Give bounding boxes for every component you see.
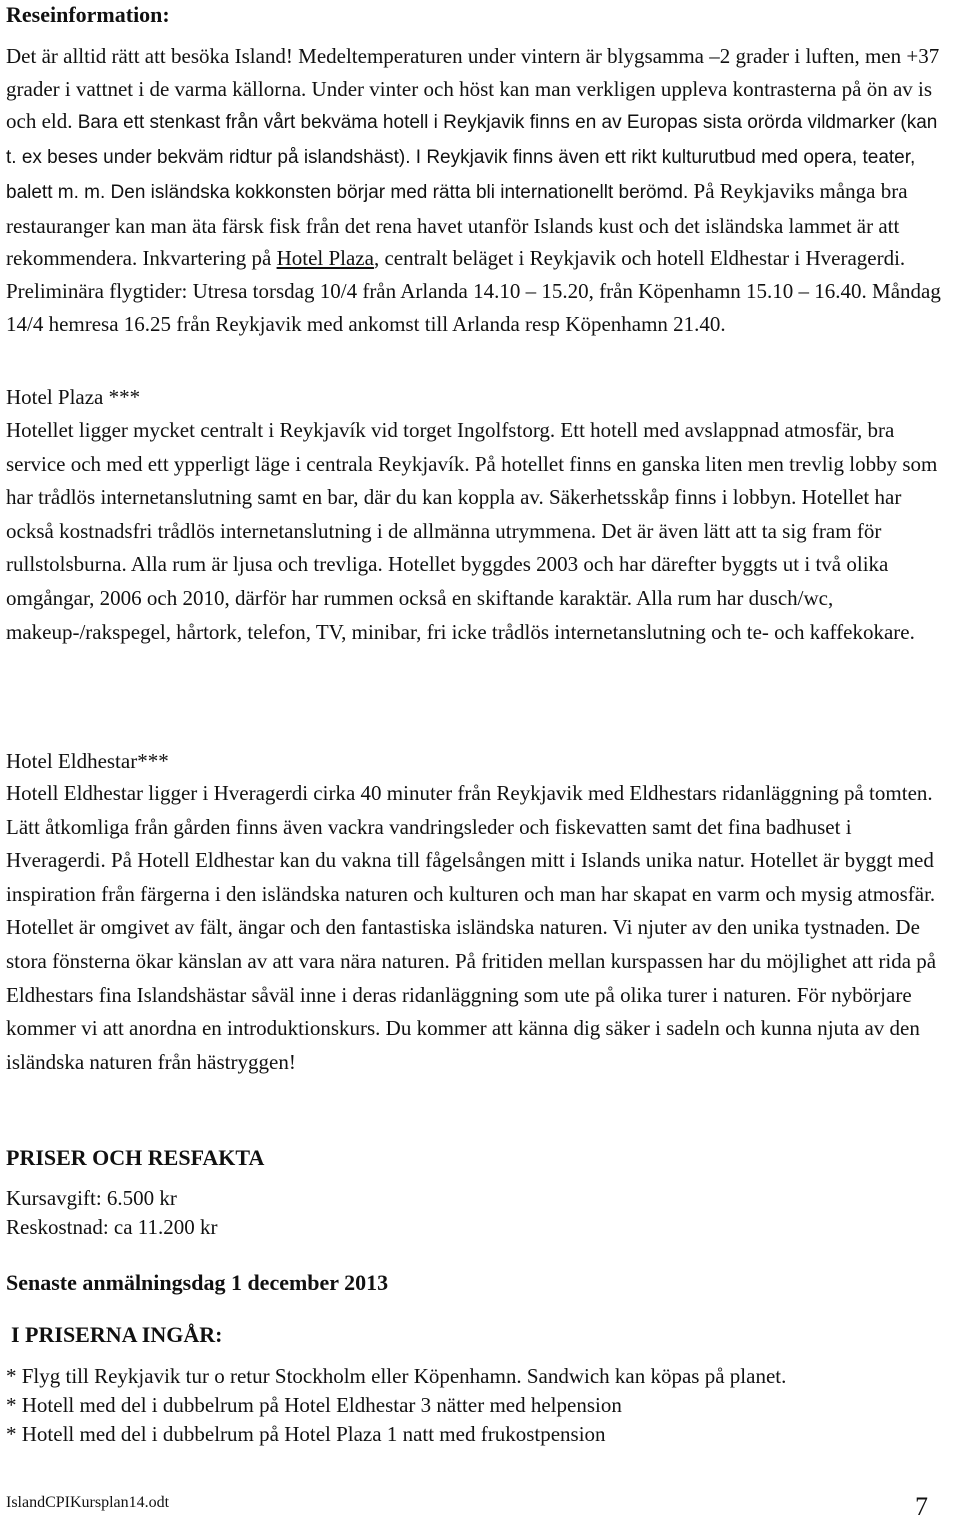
p1-seg-4: På Reykjaviks många bra restauranger kan man äta färsk fisk från det rena havet utanför Islands kust och det isländska lammet är att rekommendera. Inkvartering på bbox=[6, 178, 908, 271]
course-fee: Kursavgift: 6.500 kr bbox=[6, 1186, 177, 1210]
travel-info-heading: Reseinformation: bbox=[6, 2, 170, 27]
list-item: * Hotell med del i dubbelrum på Hotel Plaza 1 natt med frukostpension bbox=[6, 1422, 606, 1446]
hotel-plaza-description: Hotellet ligger mycket centralt i Reykjavík vid torget Ingolfstorg. Ett hotell med avslappnad atmosfär, bra service och med ett ypperligt läge i centrala Reykjavík. På hotellet finns en ganska liten men trevlig lobby som har trådlös internetanslutning samt en bar, där du kan koppla av. Säkerhetsskåp finns i lobbyn. Hotellet har också kostnadsfri trådlös internetanslutning i de allmänna utrymmena. Det är även lätt att ta sig fram för rullstolsburna. Alla rum är ljusa och trevliga. Hotellet byggdes 2003 och har därefter byggts ut i två olika omgångar, 2006 och 2010, därför har rummen också en skiftande karaktär. Alla rum har dusch/wc, makeup-/rakspegel, hårtork, telefon, TV, minibar, fri icke trådlös internetanslutning och te- och kaffekokare. bbox=[6, 418, 938, 644]
p1-seg-0: Det är alltid rätt att besöka Island! Medeltemperaturen under vintern är blygsamma –2 grader i luften, men +37 grader i vattnet i de varma källorna. Under vinter och höst kan man verkligen uppleva kontrasterna på ön av is och eld. bbox=[6, 44, 940, 134]
included-section bbox=[6, 1320, 950, 1449]
travel-info-paragraph bbox=[6, 40, 950, 340]
prices-section bbox=[6, 1143, 950, 1242]
list-item: * Flyg till Reykjavik tur o retur Stockholm eller Köpenhamn. Sandwich kan köpas på planet. bbox=[6, 1364, 787, 1388]
p1-seg-2: I Reykjavik finns även ett rikt kulturutbud med opera, teater, balett m. m. bbox=[6, 147, 916, 203]
hotel-plaza-link[interactable]: Hotel Plaza bbox=[276, 246, 374, 271]
prices-heading: PRISER OCH RESFAKTA bbox=[6, 1145, 265, 1170]
hotel-plaza-title: Hotel Plaza *** bbox=[6, 385, 141, 409]
included-heading: I PRISERNA INGÅR: bbox=[11, 1322, 223, 1347]
hotel-eldhestar-title: Hotel Eldhestar*** bbox=[6, 749, 169, 773]
travel-cost: Reskostnad: ca 11.200 kr bbox=[6, 1215, 218, 1239]
prices-list bbox=[6, 1184, 950, 1242]
list-item: * Hotell med del i dubbelrum på Hotel Eldhestar 3 nätter med helpension bbox=[6, 1393, 622, 1417]
registration-deadline: Senaste anmälningsdag 1 december 2013 bbox=[6, 1270, 389, 1295]
hotel-eldhestar-description: Hotell Eldhestar ligger i Hveragerdi cirka 40 minuter från Reykjavik med Eldhestars ridanläggning på tomten. Lätt åtkomliga från gården finns även vackra vandringsleder och fiskevatten samt det fina badhuset i Hveragerdi. På Hotell Eldhestar kan du vakna till fågelsången mitt i Islands unika natur. Hotellet är byggt med inspiration från färgerna i den isländska naturen och kulturen och man har skapat en varm och mysig atmosfär. Hotellet är omgivet av fält, ängar och den fantastiska isländska naturen. Vi njuter av den unika tystnaden. De stora fönsterna ökar känslan av att vara nära naturen. På fritiden mellan kurspassen har du möjlighet att rida på Eldhestars fina Islandshästar såväl inne i deras ridanläggning som ute på olika turer i naturen. För nybörjare kommer vi att anordna en introduktionskurs. Du kommer att känna dig säker i sadeln och kunna njuta av den isländska naturen från hästryggen! bbox=[6, 781, 937, 1074]
footer-filename: IslandCPIKursplan14.odt bbox=[6, 1494, 170, 1511]
p1-seg-6: , centralt beläget i Reykjavik och hotell Eldhestar i Hveragerdi. Preliminära flygtider: Utresa torsdag 10/4 från Arlanda 14.10 – 15.20, från Köpenhamn 15.10 – 16.40. Måndag 14/4 hemresa 16.25 från Reykjavik med ankomst till Arlanda resp Köpenhamn 21.40. bbox=[6, 246, 941, 336]
p1-seg-1: Bara ett stenkast från vårt bekväma hotell i Reykjavik finns en av Europas sista orörda vildmarker (kan t. ex beses under bekväm ridtur på islandshäst). bbox=[6, 112, 938, 169]
hotel-plaza-section bbox=[6, 381, 950, 649]
p1-seg-3: Den isländska kokkonsten börjar med rätta bli internationellt berömd. bbox=[110, 181, 694, 203]
hotel-eldhestar-section bbox=[6, 746, 950, 1079]
page-number: 7 bbox=[915, 1492, 928, 1521]
included-list bbox=[6, 1362, 950, 1449]
